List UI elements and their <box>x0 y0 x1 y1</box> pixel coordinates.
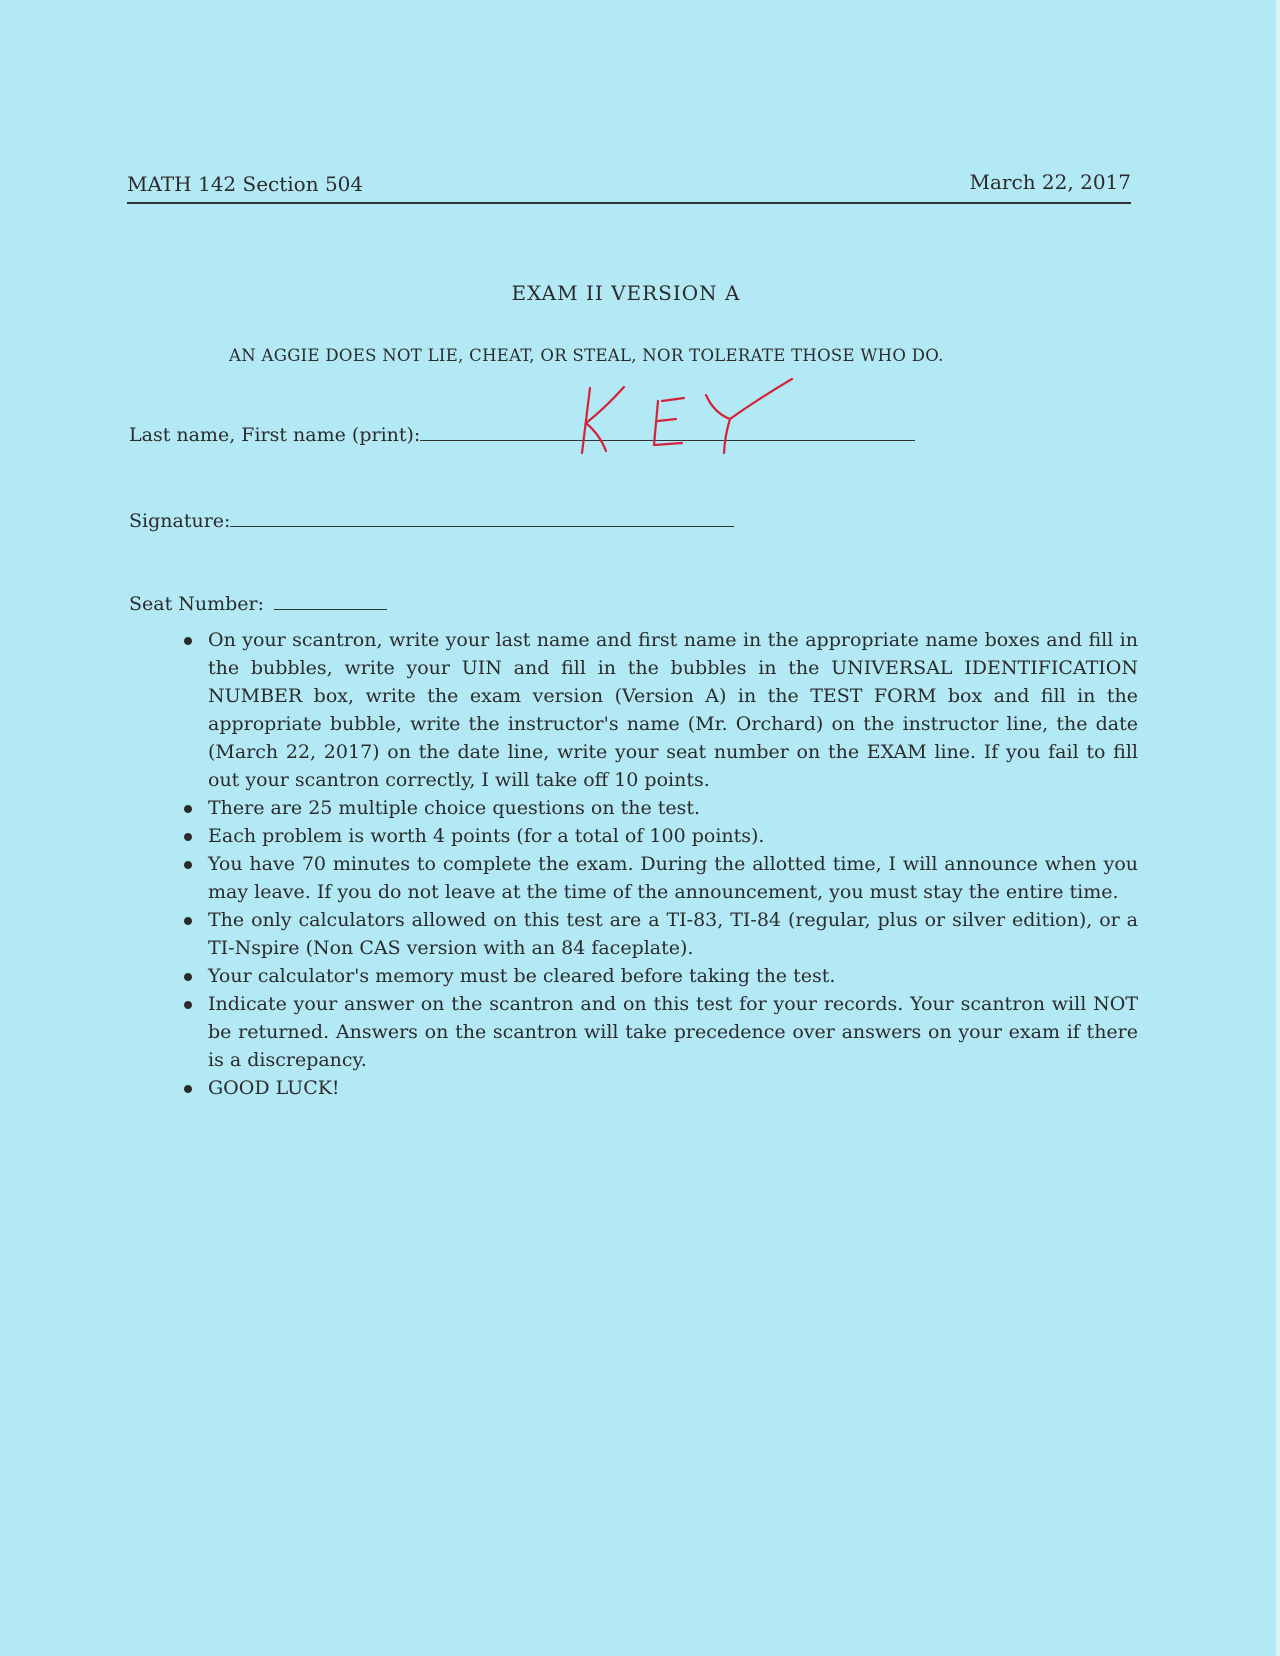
handwritten-key <box>578 373 818 455</box>
page-edge <box>1276 0 1280 1656</box>
honor-code: AN AGGIE DOES NOT LIE, CHEAT, OR STEAL, NOR TOLERATE THOSE WHO DO. <box>229 346 944 365</box>
bullet-icon <box>184 805 192 813</box>
list-item: Your calculator's memory must be cleared before taking the test. <box>180 962 1138 990</box>
list-item: The only calculators allowed on this test are a TI-83, TI-84 (regular, plus or silver edition), or a TI-Nspire (Non CAS version with an 84 faceplate). <box>180 906 1138 962</box>
bullet-icon <box>184 637 192 645</box>
signature-line <box>230 525 734 527</box>
list-item: There are 25 multiple choice questions on the test. <box>180 794 1138 822</box>
bullet-icon <box>184 861 192 869</box>
bullet-icon <box>184 833 192 841</box>
seat-number-field <box>129 593 387 615</box>
signature-field <box>129 510 734 532</box>
list-item: Each problem is worth 4 points (for a total of 100 points). <box>180 822 1138 850</box>
list-item: Indicate your answer on the scantron and on this test for your records. Your scantron will NOT be returned. Answers on the scantron will take precedence over answers on your exam if there is a discrepancy. <box>180 990 1138 1074</box>
handwritten-key-drawing <box>578 373 818 455</box>
exam-title: EXAM II VERSION A <box>511 281 741 305</box>
bullet-icon <box>184 1085 192 1093</box>
bullet-icon <box>184 1001 192 1009</box>
signature-label: Signature: <box>129 510 231 532</box>
list-item: On your scantron, write your last name and first name in the appropriate name boxes and fill in the bubbles, write your UIN and fill in the bubbles in the UNIVERSAL IDENTIFICATION NUMBER box, write the exam version (Version A) in the TEST FORM box and fill in the appropriate bubble, write the instructor's name (Mr. Orchard) on the instructor line, the date (March 22, 2017) on the date line, write your seat number on the EXAM line. If you fail to fill out your scantron correctly, I will take off 10 points. <box>180 626 1138 794</box>
bullet-icon <box>184 973 192 981</box>
exam-date: March 22, 2017 <box>969 170 1131 194</box>
name-label: Last name, First name (print): <box>129 424 421 446</box>
bullet-icon <box>184 917 192 925</box>
seat-number-label: Seat Number: <box>129 593 265 615</box>
course-title: MATH 142 Section 504 <box>127 172 364 196</box>
seat-number-line <box>274 608 387 610</box>
exam-header <box>127 170 1131 204</box>
instructions-list <box>180 626 1138 1102</box>
list-item: GOOD LUCK! <box>180 1074 1138 1102</box>
list-item: You have 70 minutes to complete the exam. During the allotted time, I will announce when you may leave. If you do not leave at the time of the announcement, you must stay the entire time. <box>180 850 1138 906</box>
